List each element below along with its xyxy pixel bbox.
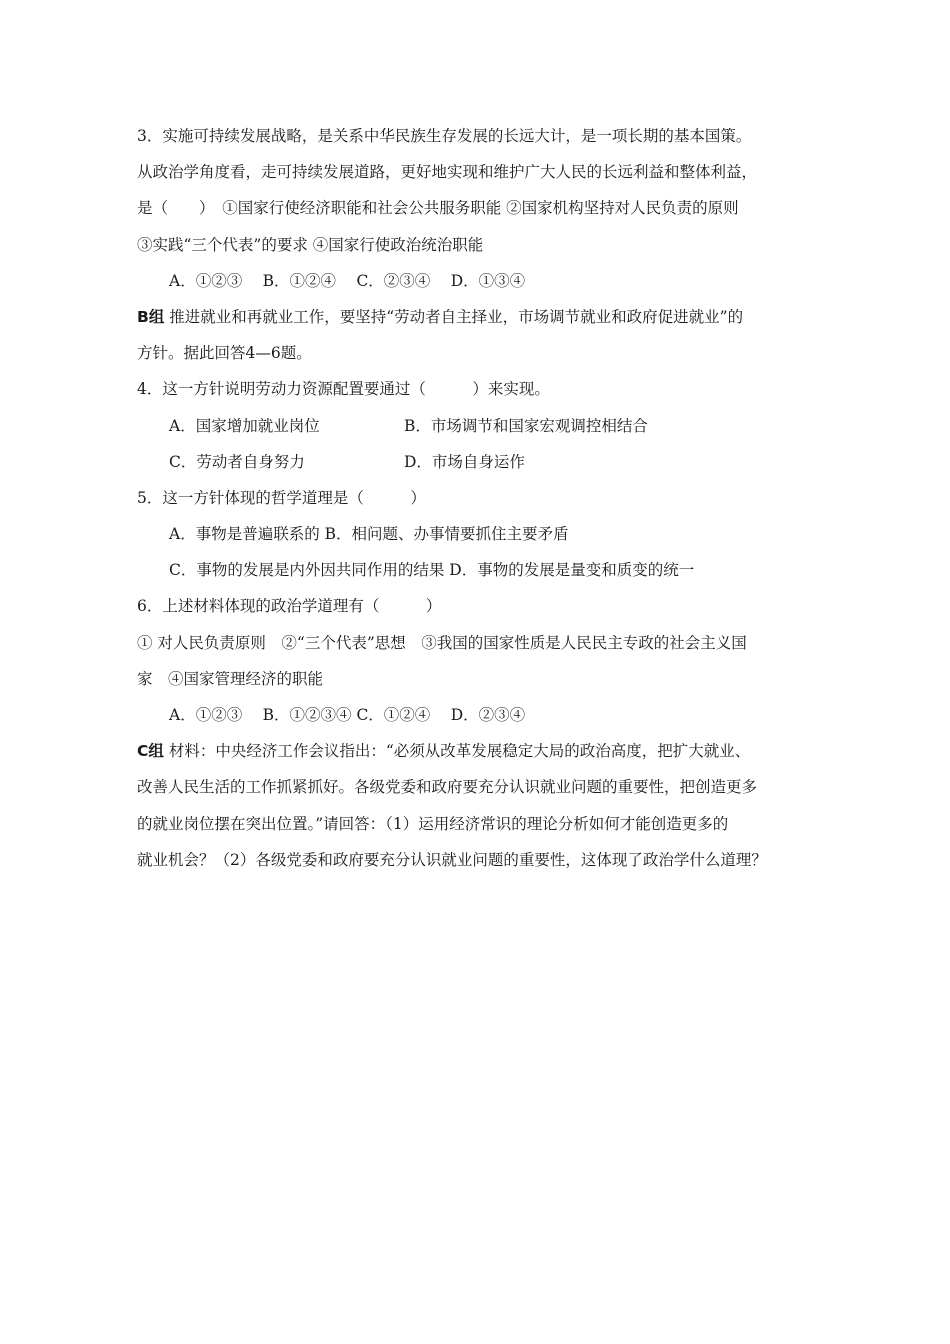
q6-line-2: 家 ④国家管理经济的职能 — [137, 669, 324, 688]
group-b-text: 推进就业和再就业工作，要坚持“劳动者自主择业，市场调节就业和政府促进就业”的 — [164, 307, 744, 326]
document-page — [137, 118, 827, 878]
group-b-line-2: 方针。据此回答4—6题。 — [137, 344, 312, 363]
group-c-line-3: 的就业岗位摆在突出位置。”请回答：（1）运用经济常识的理论分析如何才能创造更多的 — [137, 814, 729, 833]
group-c-label: C组 — [137, 742, 164, 761]
group-c-text: 材料：中央经济工作会议指出：“必须从改革发展稳定大局的政治高度，把扩大就业、 — [163, 742, 751, 761]
q6-line-1: ① 对人民负责原则 ②“三个代表”思想 ③我国的国家性质是人民民主专政的社会主义国 — [137, 633, 747, 652]
q3-options: A．①②③ B．①②④ C．②③④ D．①③④ — [169, 271, 526, 290]
q3-line-3: 是（ ） ①国家行使经济职能和社会公共服务职能 ②国家机构坚持对人民负责的原则 — [137, 199, 739, 218]
q5-options-row-1: A．事物是普遍联系的 B．相问题、办事情要抓住主要矛盾 — [169, 525, 569, 544]
q6-stem: 6．上述材料体现的政治学道理有（ ） — [137, 597, 442, 616]
group-c-intro — [137, 733, 827, 769]
group-b-label: B组 — [137, 307, 165, 326]
q4-stem: 4．这一方针说明劳动力资源配置要通过（ ）来实现。 — [137, 380, 550, 399]
q4-option-c: C．劳动者自身努力 — [169, 452, 305, 471]
q4-options-row-1 — [137, 408, 827, 444]
q3-line-1: 3．实施可持续发展战略，是关系中华民族生存发展的长远大计，是一项长期的基本国策。 — [137, 127, 752, 145]
q4-option-a: A．国家增加就业岗位 — [169, 416, 320, 435]
group-b-intro — [137, 299, 827, 335]
group-c-line-2: 改善人民生活的工作抓紧抓好。各级党委和政府要充分认识就业问题的重要性，把创造更多 — [137, 778, 758, 797]
q4-option-b: B．市场调节和国家宏观调控相结合 — [404, 416, 648, 435]
q4-options-row-2 — [137, 444, 827, 480]
q3-line-4: ③实践“三个代表”的要求 ④国家行使政治统治职能 — [137, 235, 484, 254]
group-c-line-4: 就业机会？（2）各级党委和政府要充分认识就业问题的重要性，这体现了政治学什么道理？ — [137, 850, 767, 869]
q6-options: A．①②③ B．①②③④ C．①②④ D．②③④ — [169, 706, 526, 724]
q5-options-row-2: C．事物的发展是内外因共同作用的结果 D．事物的发展是量变和质变的统一 — [169, 561, 695, 580]
q4-option-d: D．市场自身运作 — [404, 452, 525, 471]
q5-stem: 5．这一方针体现的哲学道理是（ ） — [137, 488, 426, 507]
q3-line-2: 从政治学角度看，走可持续发展道路，更好地实现和维护广大人民的长远利益和整体利益， — [137, 163, 758, 182]
